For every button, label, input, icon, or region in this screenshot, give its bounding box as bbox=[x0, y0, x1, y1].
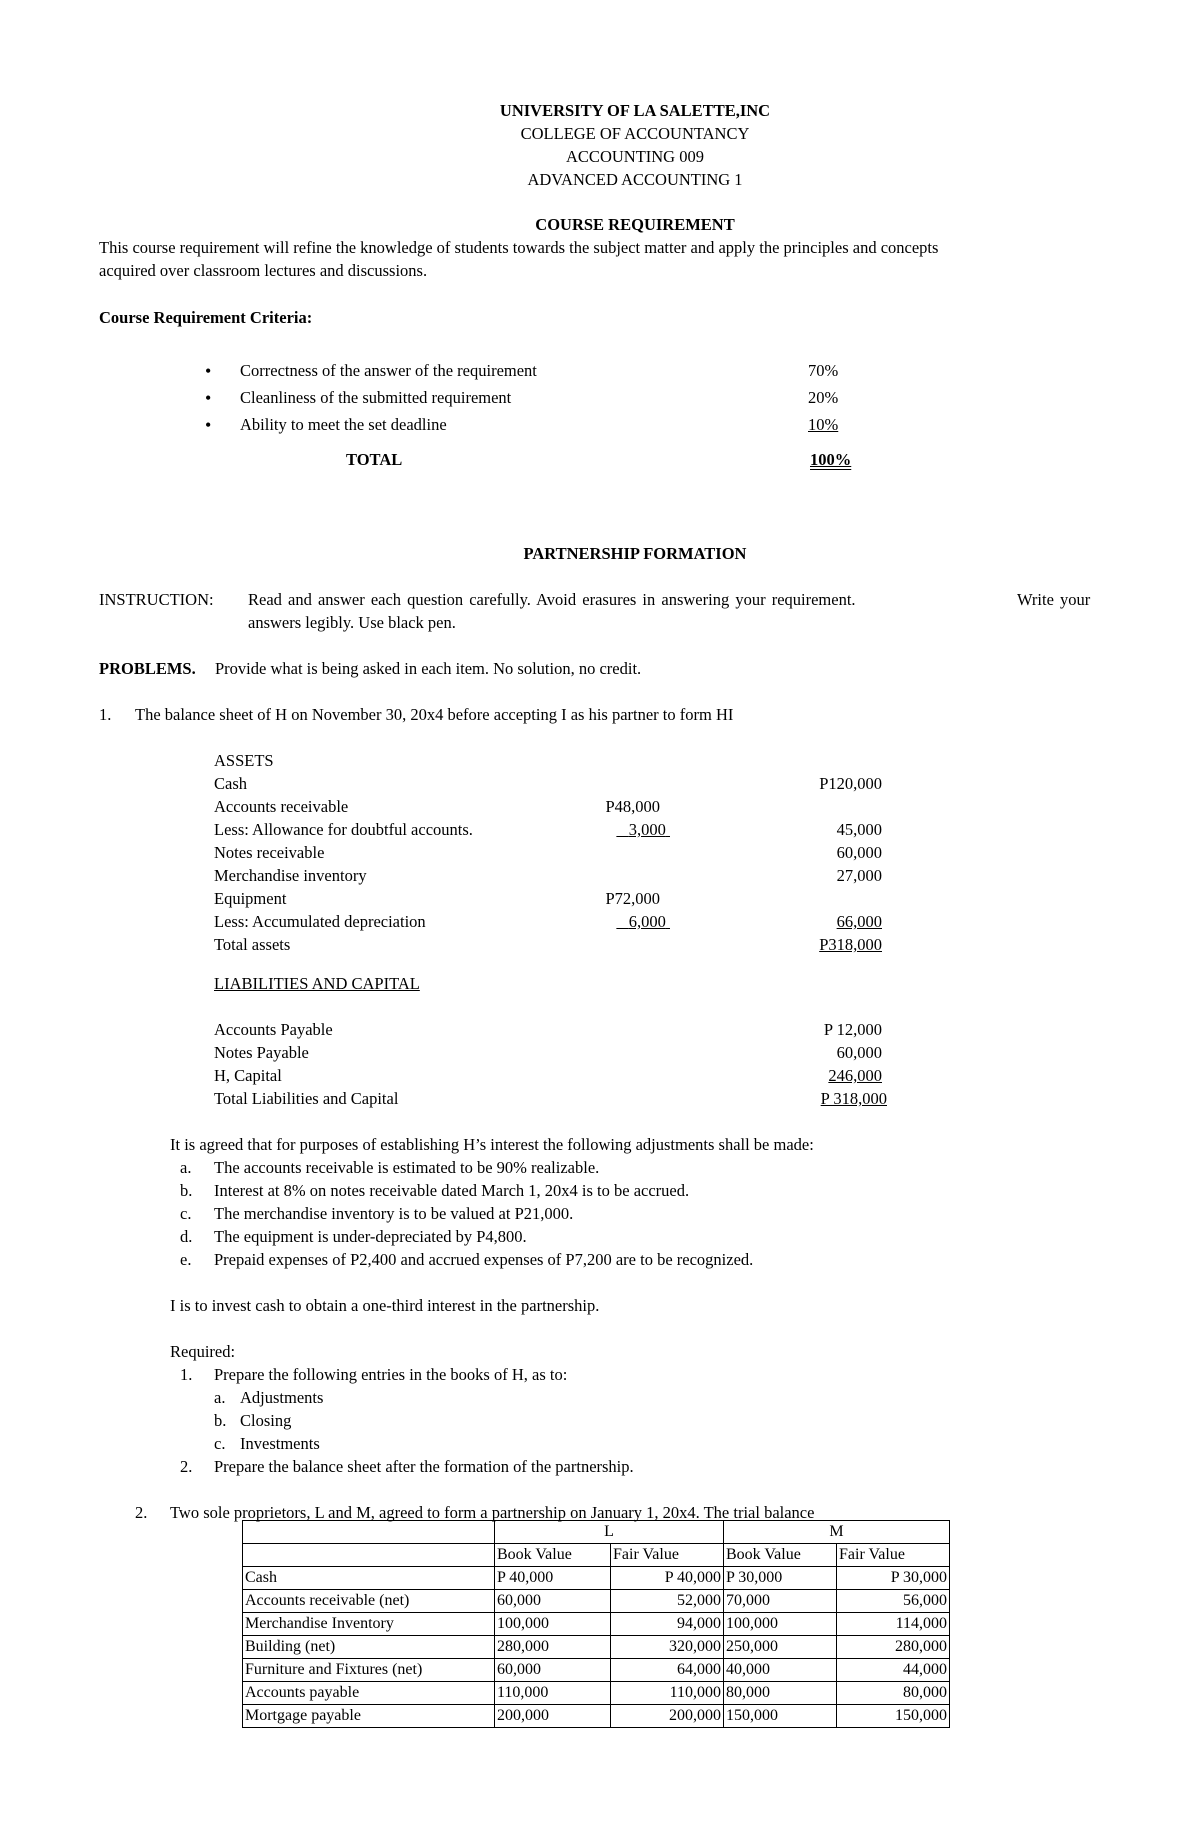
course-name: ADVANCED ACCOUNTING 1 bbox=[527, 170, 743, 189]
l-book-value: P 40,000 bbox=[495, 1567, 611, 1590]
m-fair-value: 150,000 bbox=[837, 1705, 950, 1728]
row-label: Accounts payable bbox=[243, 1682, 495, 1705]
m-fair-value: 280,000 bbox=[837, 1636, 950, 1659]
m-fair-value: 44,000 bbox=[837, 1659, 950, 1682]
table-subheader-row bbox=[243, 1544, 950, 1567]
required-1-text: Prepare the following entries in the books of H, as to: bbox=[214, 1365, 568, 1384]
m-fair-value: 114,000 bbox=[837, 1613, 950, 1636]
asset-amount: P318,000 bbox=[819, 935, 882, 954]
required-item-letter: b. bbox=[214, 1411, 227, 1430]
required-item-letter: c. bbox=[214, 1434, 226, 1453]
adjustment-letter: b. bbox=[180, 1181, 193, 1200]
criteria-label: Correctness of the answer of the requirement bbox=[240, 361, 537, 380]
m-fair-value: P 30,000 bbox=[837, 1567, 950, 1590]
asset-sub-amount bbox=[595, 820, 670, 840]
column-header-m: M bbox=[724, 1521, 950, 1544]
m-fair-value: 80,000 bbox=[837, 1682, 950, 1705]
asset-amount: 45,000 bbox=[836, 820, 882, 839]
adjustment-letter: c. bbox=[180, 1204, 192, 1223]
required-item-letter: a. bbox=[214, 1388, 226, 1407]
l-fair-value: 200,000 bbox=[611, 1705, 724, 1728]
asset-amount: 27,000 bbox=[836, 866, 882, 885]
asset-label: Total assets bbox=[214, 935, 291, 954]
row-label: Mortgage payable bbox=[243, 1705, 495, 1728]
l-fair-value: 52,000 bbox=[611, 1590, 724, 1613]
required-2-text: Prepare the balance sheet after the formation of the partnership. bbox=[214, 1457, 634, 1476]
criteria-pct: 20% bbox=[808, 388, 839, 407]
instruction-line-1b: Write your bbox=[1017, 590, 1091, 609]
liability-label: Accounts Payable bbox=[214, 1020, 333, 1039]
bullet-icon: • bbox=[205, 361, 212, 381]
subheader-cell: Fair Value bbox=[837, 1544, 950, 1567]
asset-sub-amount: P72,000 bbox=[605, 889, 660, 908]
table-row bbox=[243, 1590, 950, 1613]
table-row bbox=[243, 1682, 950, 1705]
row-label: Cash bbox=[243, 1567, 495, 1590]
required-1-number: 1. bbox=[180, 1365, 193, 1384]
asset-sub-amount: P48,000 bbox=[605, 797, 660, 816]
asset-amount: 60,000 bbox=[836, 843, 882, 862]
instruction-line-1: Read and answer each question carefully. Avoid erasures in answering your requirement. bbox=[248, 590, 856, 609]
liability-label: H, Capital bbox=[214, 1066, 282, 1085]
liability-amount: 246,000 bbox=[828, 1066, 882, 1085]
problem-2-intro: Two sole proprietors, L and M, agreed to form a partnership on January 1, 20x4. The trial balance bbox=[170, 1503, 815, 1522]
table-corner-cell bbox=[243, 1521, 495, 1544]
sub-amount-text: 6,000 bbox=[628, 912, 666, 931]
invest-text: I is to invest cash to obtain a one-third interest in the partnership. bbox=[170, 1296, 600, 1315]
required-2-number: 2. bbox=[180, 1457, 193, 1476]
adjustments-intro: It is agreed that for purposes of establishing H’s interest the following adjustments shall be made: bbox=[170, 1135, 814, 1154]
table-row bbox=[243, 1613, 950, 1636]
row-label: Accounts receivable (net) bbox=[243, 1590, 495, 1613]
l-book-value: 60,000 bbox=[495, 1590, 611, 1613]
bullet-icon: • bbox=[205, 415, 212, 435]
table-row bbox=[243, 1567, 950, 1590]
row-label: Furniture and Fixtures (net) bbox=[243, 1659, 495, 1682]
liability-amount: P 12,000 bbox=[823, 1020, 882, 1039]
table-header-row bbox=[243, 1521, 950, 1544]
required-item-text: Closing bbox=[240, 1411, 292, 1430]
adjustment-text: The merchandise inventory is to be valued at P21,000. bbox=[214, 1204, 574, 1223]
l-book-value: 110,000 bbox=[495, 1682, 611, 1705]
l-fair-value: 64,000 bbox=[611, 1659, 724, 1682]
m-book-value: 100,000 bbox=[724, 1613, 837, 1636]
liability-amount: 60,000 bbox=[836, 1043, 882, 1062]
liability-label: Total Liabilities and Capital bbox=[214, 1089, 399, 1108]
asset-label: Equipment bbox=[214, 889, 287, 908]
partnership-title: PARTNERSHIP FORMATION bbox=[523, 544, 747, 563]
subheader-cell: Book Value bbox=[495, 1544, 611, 1567]
liability-amount: P 318,000 bbox=[820, 1089, 887, 1108]
trial-balance-table bbox=[242, 1520, 950, 1728]
table-corner-cell bbox=[243, 1544, 495, 1567]
problem-1-intro: The balance sheet of H on November 30, 20x4 before accepting I as his partner to form HI bbox=[135, 705, 734, 724]
subheader-cell: Book Value bbox=[724, 1544, 837, 1567]
adjustment-text: The accounts receivable is estimated to be 90% realizable. bbox=[214, 1158, 600, 1177]
m-book-value: 80,000 bbox=[724, 1682, 837, 1705]
intro-line-2: acquired over classroom lectures and discussions. bbox=[99, 261, 428, 280]
liabilities-heading: LIABILITIES AND CAPITAL bbox=[214, 974, 420, 993]
asset-label: Cash bbox=[214, 774, 247, 793]
required-item-text: Adjustments bbox=[240, 1388, 324, 1407]
total-label: TOTAL bbox=[346, 450, 403, 469]
problems-text: Provide what is being asked in each item. No solution, no credit. bbox=[215, 659, 642, 678]
l-fair-value: 94,000 bbox=[611, 1613, 724, 1636]
bullet-icon: • bbox=[205, 388, 212, 408]
adjustment-letter: a. bbox=[180, 1158, 192, 1177]
row-label: Merchandise Inventory bbox=[243, 1613, 495, 1636]
adjustment-text: The equipment is under-depreciated by P4,800. bbox=[214, 1227, 527, 1246]
asset-label: Accounts receivable bbox=[214, 797, 349, 816]
l-book-value: 280,000 bbox=[495, 1636, 611, 1659]
column-header-l: L bbox=[495, 1521, 724, 1544]
l-fair-value: P 40,000 bbox=[611, 1567, 724, 1590]
asset-sub-amount bbox=[595, 912, 670, 932]
problem-1-number: 1. bbox=[99, 705, 112, 724]
college-name: COLLEGE OF ACCOUNTANCY bbox=[520, 124, 750, 143]
l-book-value: 60,000 bbox=[495, 1659, 611, 1682]
m-book-value: 40,000 bbox=[724, 1659, 837, 1682]
criteria-heading: Course Requirement Criteria: bbox=[99, 308, 313, 327]
instruction-label: INSTRUCTION: bbox=[99, 590, 214, 609]
m-fair-value: 56,000 bbox=[837, 1590, 950, 1613]
assets-heading: ASSETS bbox=[214, 751, 274, 770]
l-book-value: 100,000 bbox=[495, 1613, 611, 1636]
l-book-value: 200,000 bbox=[495, 1705, 611, 1728]
criteria-pct: 10% bbox=[808, 415, 839, 434]
adjustment-text: Interest at 8% on notes receivable dated March 1, 20x4 is to be accrued. bbox=[214, 1181, 690, 1200]
intro-line-1: This course requirement will refine the knowledge of students towards the subject matter and apply the principles and concepts bbox=[99, 238, 939, 257]
m-book-value: 70,000 bbox=[724, 1590, 837, 1613]
course-code: ACCOUNTING 009 bbox=[566, 147, 704, 166]
criteria-label: Ability to meet the set deadline bbox=[240, 415, 447, 434]
criteria-label: Cleanliness of the submitted requirement bbox=[240, 388, 512, 407]
liability-label: Notes Payable bbox=[214, 1043, 309, 1062]
university-name: UNIVERSITY OF LA SALETTE,INC bbox=[499, 101, 771, 120]
instruction-line-2: answers legibly. Use black pen. bbox=[248, 613, 456, 632]
criteria-pct: 70% bbox=[808, 361, 839, 380]
table-row bbox=[243, 1659, 950, 1682]
m-book-value: 150,000 bbox=[724, 1705, 837, 1728]
asset-amount: P120,000 bbox=[819, 774, 882, 793]
table-row bbox=[243, 1705, 950, 1728]
asset-label: Less: Accumulated depreciation bbox=[214, 912, 426, 931]
l-fair-value: 110,000 bbox=[611, 1682, 724, 1705]
problems-label: PROBLEMS. bbox=[99, 659, 196, 678]
total-pct: 100% bbox=[810, 450, 852, 469]
course-requirement-title: COURSE REQUIREMENT bbox=[535, 215, 735, 234]
m-book-value: 250,000 bbox=[724, 1636, 837, 1659]
sub-amount-text: 3,000 bbox=[628, 820, 666, 839]
problem-2-number: 2. bbox=[135, 1503, 148, 1522]
m-book-value: P 30,000 bbox=[724, 1567, 837, 1590]
row-label: Building (net) bbox=[243, 1636, 495, 1659]
adjustment-text: Prepaid expenses of P2,400 and accrued expenses of P7,200 are to be recognized. bbox=[214, 1250, 754, 1269]
asset-label: Less: Allowance for doubtful accounts. bbox=[214, 820, 473, 839]
asset-label: Notes receivable bbox=[214, 843, 325, 862]
l-fair-value: 320,000 bbox=[611, 1636, 724, 1659]
required-label: Required: bbox=[170, 1342, 236, 1361]
subheader-cell: Fair Value bbox=[611, 1544, 724, 1567]
asset-amount: 66,000 bbox=[836, 912, 882, 931]
adjustment-letter: d. bbox=[180, 1227, 193, 1246]
required-item-text: Investments bbox=[240, 1434, 320, 1453]
table-row bbox=[243, 1636, 950, 1659]
adjustment-letter: e. bbox=[180, 1250, 192, 1269]
asset-label: Merchandise inventory bbox=[214, 866, 367, 885]
